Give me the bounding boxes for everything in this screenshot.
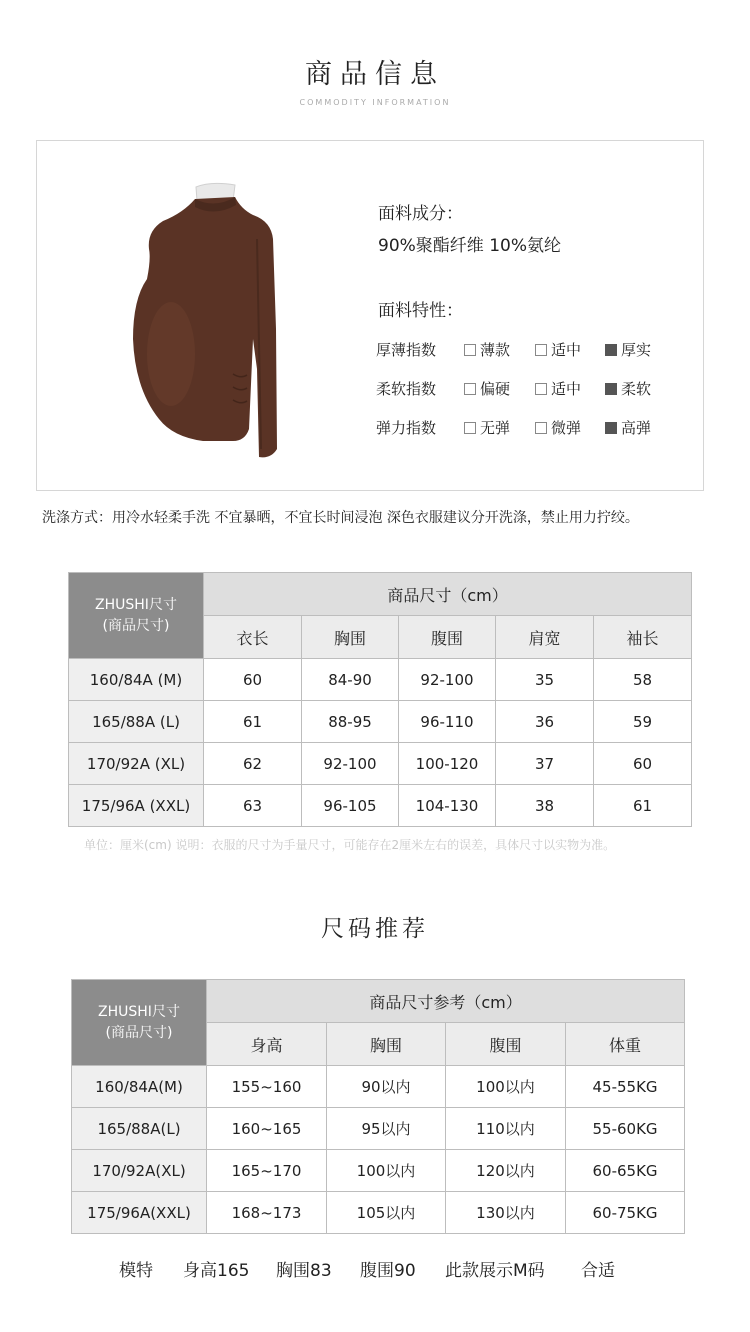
- feature-name: 厚薄指数: [376, 341, 437, 359]
- table-cell: 55-60KG: [566, 1108, 685, 1150]
- checkbox-checked-icon: [605, 383, 617, 395]
- size-note: 单位：厘米(cm) 说明：衣服的尺寸为手量尺寸，可能存在2厘米左右的误差，具体尺寸以实物为准。: [84, 838, 616, 852]
- table-cell: 90以内: [327, 1066, 446, 1108]
- feature-name: 弹力指数: [376, 419, 437, 437]
- fabric-value: 90%聚酯纤维 10%氨纶: [378, 236, 561, 256]
- table-cell: 61: [594, 785, 692, 827]
- option-hard[interactable]: 偏硬: [464, 378, 510, 399]
- table-row: [72, 1066, 685, 1108]
- option-no-stretch[interactable]: 无弹: [464, 417, 510, 438]
- table-cell: 60: [204, 659, 302, 701]
- row-size: 160/84A (M): [69, 659, 204, 701]
- size-table-corner: ZHUSHI尺寸 (商品尺寸): [69, 573, 204, 659]
- table-cell: 160~165: [207, 1108, 327, 1150]
- table-cell: 84-90: [302, 659, 399, 701]
- checkbox-icon: [464, 383, 476, 395]
- table-row: [72, 1108, 685, 1150]
- size-table-group-header: 商品尺寸（cm）: [204, 573, 692, 616]
- table-cell: 60-65KG: [566, 1150, 685, 1192]
- checkbox-icon: [535, 344, 547, 356]
- column-header: 胸围: [327, 1023, 446, 1066]
- table-cell: 63: [204, 785, 302, 827]
- row-size: 175/96A (XXL): [69, 785, 204, 827]
- checkbox-checked-icon: [605, 422, 617, 434]
- model-fit: 合适: [581, 1261, 615, 1281]
- column-header: 身高: [207, 1023, 327, 1066]
- column-header: 袖长: [594, 616, 692, 659]
- recommend-table-corner: ZHUSHI尺寸 (商品尺寸): [72, 980, 207, 1066]
- table-cell: 100-120: [399, 743, 496, 785]
- table-row: [69, 743, 692, 785]
- option-medium[interactable]: 适中: [535, 339, 581, 360]
- model-size-shown: 此款展示M码: [445, 1261, 545, 1281]
- table-cell: 130以内: [446, 1192, 566, 1234]
- option-thick[interactable]: 厚实: [605, 339, 651, 360]
- table-cell: 92-100: [302, 743, 399, 785]
- row-size: 170/92A(XL): [72, 1150, 207, 1192]
- recommend-title: 尺码推荐: [321, 916, 429, 942]
- table-row: [72, 1150, 685, 1192]
- table-cell: 104-130: [399, 785, 496, 827]
- table-cell: 155~160: [207, 1066, 327, 1108]
- option-slight-stretch[interactable]: 微弹: [535, 417, 581, 438]
- table-cell: 95以内: [327, 1108, 446, 1150]
- checkbox-icon: [535, 383, 547, 395]
- table-cell: 120以内: [446, 1150, 566, 1192]
- column-header: 肩宽: [496, 616, 594, 659]
- table-cell: 36: [496, 701, 594, 743]
- table-row: [69, 659, 692, 701]
- table-cell: 38: [496, 785, 594, 827]
- recommend-table: [71, 979, 685, 1234]
- column-header: 腹围: [399, 616, 496, 659]
- table-cell: 35: [496, 659, 594, 701]
- checkbox-checked-icon: [605, 344, 617, 356]
- table-cell: 105以内: [327, 1192, 446, 1234]
- checkbox-icon: [535, 422, 547, 434]
- row-size: 165/88A (L): [69, 701, 204, 743]
- page-subtitle: COMMODITY INFORMATION: [299, 98, 451, 107]
- model-label: 模特: [119, 1261, 153, 1281]
- table-cell: 110以内: [446, 1108, 566, 1150]
- table-cell: 62: [204, 743, 302, 785]
- option-thin[interactable]: 薄款: [464, 339, 510, 360]
- table-cell: 100以内: [327, 1150, 446, 1192]
- table-cell: 92-100: [399, 659, 496, 701]
- table-cell: 165~170: [207, 1150, 327, 1192]
- table-cell: 60-75KG: [566, 1192, 685, 1234]
- column-header: 胸围: [302, 616, 399, 659]
- table-cell: 168~173: [207, 1192, 327, 1234]
- page-title: 商品信息: [305, 59, 445, 90]
- size-table: [68, 572, 692, 827]
- table-cell: 59: [594, 701, 692, 743]
- feature-name: 柔软指数: [376, 380, 437, 398]
- column-header: 腹围: [446, 1023, 566, 1066]
- table-cell: 45-55KG: [566, 1066, 685, 1108]
- table-cell: 100以内: [446, 1066, 566, 1108]
- column-header: 衣长: [204, 616, 302, 659]
- table-cell: 58: [594, 659, 692, 701]
- wash-instructions: 洗涤方式：用冷水轻柔手洗 不宜暴晒，不宜长时间浸泡 深色衣服建议分开洗涤，禁止用力拧绞。: [42, 510, 639, 526]
- row-size: 170/92A (XL): [69, 743, 204, 785]
- table-cell: 37: [496, 743, 594, 785]
- option-high-stretch[interactable]: 高弹: [605, 417, 651, 438]
- recommend-table-group-header: 商品尺寸参考（cm）: [207, 980, 685, 1023]
- product-info-panel: [36, 140, 704, 491]
- model-belly: 腹围90: [360, 1261, 416, 1281]
- fabric-label: 面料成分：: [378, 204, 463, 224]
- row-size: 165/88A(L): [72, 1108, 207, 1150]
- table-cell: 96-105: [302, 785, 399, 827]
- option-soft[interactable]: 柔软: [605, 378, 651, 399]
- row-size: 175/96A(XXL): [72, 1192, 207, 1234]
- model-chest: 胸围83: [276, 1261, 332, 1281]
- table-cell: 60: [594, 743, 692, 785]
- table-cell: 96-110: [399, 701, 496, 743]
- table-row: [72, 1192, 685, 1234]
- table-cell: 61: [204, 701, 302, 743]
- features-label: 面料特性：: [378, 301, 463, 321]
- row-size: 160/84A(M): [72, 1066, 207, 1108]
- model-height: 身高165: [183, 1261, 250, 1281]
- garment-image: [133, 179, 293, 464]
- table-row: [69, 785, 692, 827]
- table-row: [69, 701, 692, 743]
- table-cell: 88-95: [302, 701, 399, 743]
- option-medium[interactable]: 适中: [535, 378, 581, 399]
- checkbox-icon: [464, 422, 476, 434]
- column-header: 体重: [566, 1023, 685, 1066]
- checkbox-icon: [464, 344, 476, 356]
